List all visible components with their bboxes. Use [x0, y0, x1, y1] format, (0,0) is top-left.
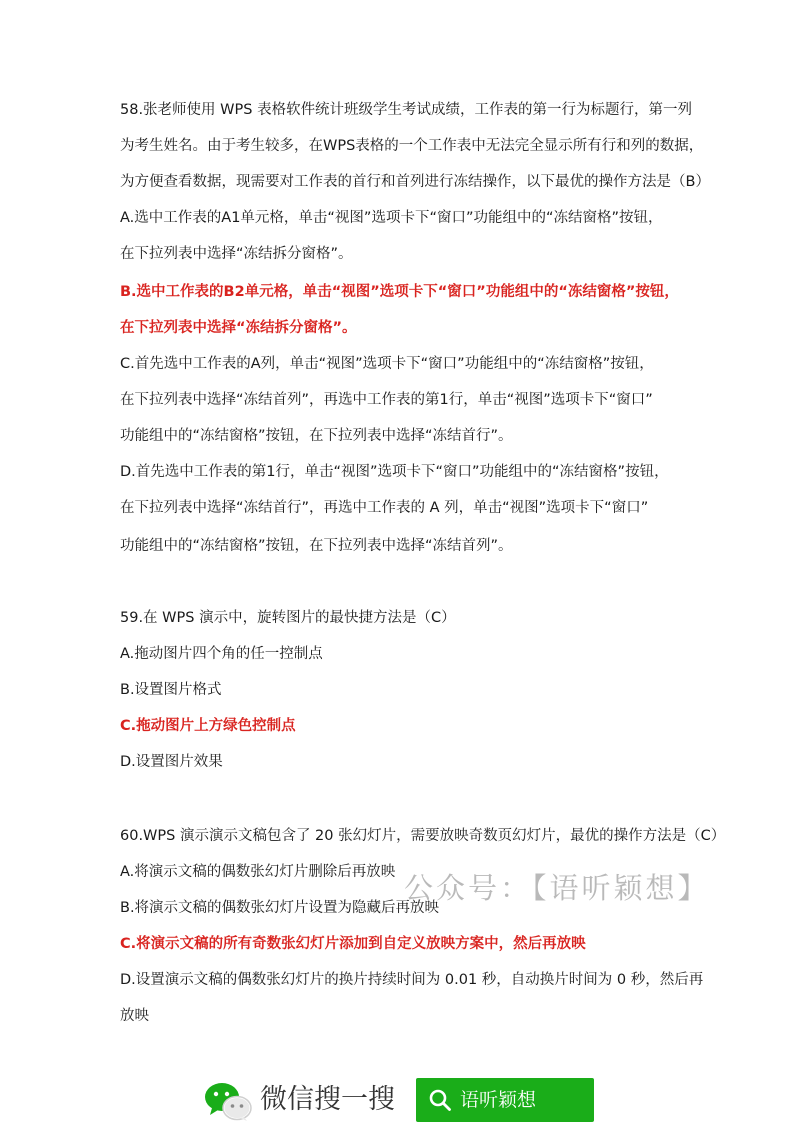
q59-option-c: C.拖动图片上方绿色控制点 [120, 718, 296, 734]
q58-option-c-line-1: C.首先选中工作表的A列，单击“视图”选项卡下“窗口”功能组中的“冻结窗格”按钮， [120, 356, 654, 372]
q60-option-b: B.将演示文稿的偶数张幻灯片设置为隐藏后再放映 [120, 900, 440, 916]
q58-stem-line-2: 为考生姓名。由于考生较多，在WPS表格的一个工作表中无法完全显示所有行和列的数据， [120, 138, 704, 154]
q60-stem: 60.WPS 演示演示文稿包含了 20 张幻灯片，需要放映奇数页幻灯片，最优的操作方法是（C） [120, 828, 726, 844]
wechat-icon [204, 1082, 252, 1122]
q60-option-c: C.将演示文稿的所有奇数张幻灯片添加到自定义放映方案中，然后再放映 [120, 936, 586, 952]
q59-option-a: A.拖动图片四个角的任一控制点 [120, 646, 323, 662]
search-query-text: 语听颖想 [460, 1089, 537, 1111]
q58-option-a-line-1: A.选中工作表的A1单元格，单击“视图”选项卡下“窗口”功能组中的“冻结窗格”按钮， [120, 210, 663, 226]
q60-option-a: A.将演示文稿的偶数张幻灯片删除后再放映 [120, 864, 396, 880]
q58-option-d-line-1: D.首先选中工作表的第1行，单击“视图”选项卡下“窗口”功能组中的“冻结窗格”按钮， [120, 464, 669, 480]
q58-option-c-line-2: 在下拉列表中选择“冻结首列”，再选中工作表的第1行，单击“视图”选项卡下“窗口” [120, 392, 653, 408]
q60-option-d-line-1: D.设置演示文稿的偶数张幻灯片的换片持续时间为 0.01 秒，自动换片时间为 0 秒，然后再 [120, 972, 704, 988]
q58-option-a-line-2: 在下拉列表中选择“冻结拆分窗格”。 [120, 246, 353, 262]
wechat-search-label: 微信搜一搜 [260, 1084, 395, 1115]
search-button[interactable] [416, 1078, 594, 1122]
q58-option-b-line-2: 在下拉列表中选择“冻结拆分窗格”。 [120, 320, 357, 336]
search-icon [428, 1088, 452, 1112]
q58-option-d-line-2: 在下拉列表中选择“冻结首行”，再选中工作表的 A 列，单击“视图”选项卡下“窗口” [120, 500, 649, 516]
q58-option-b-line-1: B.选中工作表的B2单元格，单击“视图”选项卡下“窗口”功能组中的“冻结窗格”按钮， [120, 284, 679, 300]
q58-option-d-line-3: 功能组中的“冻结窗格”按钮，在下拉列表中选择“冻结首列”。 [120, 538, 513, 554]
q59-option-d: D.设置图片效果 [120, 754, 223, 770]
q58-stem-line-3: 为方便查看数据，现需要对工作表的首行和首列进行冻结操作，以下最优的操作方法是（B） [120, 174, 710, 190]
q59-stem: 59.在 WPS 演示中，旋转图片的最快捷方法是（C） [120, 610, 456, 626]
q58-option-c-line-3: 功能组中的“冻结窗格”按钮，在下拉列表中选择“冻结首行”。 [120, 428, 513, 444]
q59-option-b: B.设置图片格式 [120, 682, 222, 698]
watermark-text: 公众号：【语听颖想】 [404, 871, 710, 905]
wechat-search-banner[interactable] [204, 1078, 594, 1122]
q60-option-d-line-2: 放映 [120, 1008, 149, 1024]
q58-stem-line-1: 58.张老师使用 WPS 表格软件统计班级学生考试成绩，工作表的第一行为标题行，第一列 [120, 102, 693, 118]
